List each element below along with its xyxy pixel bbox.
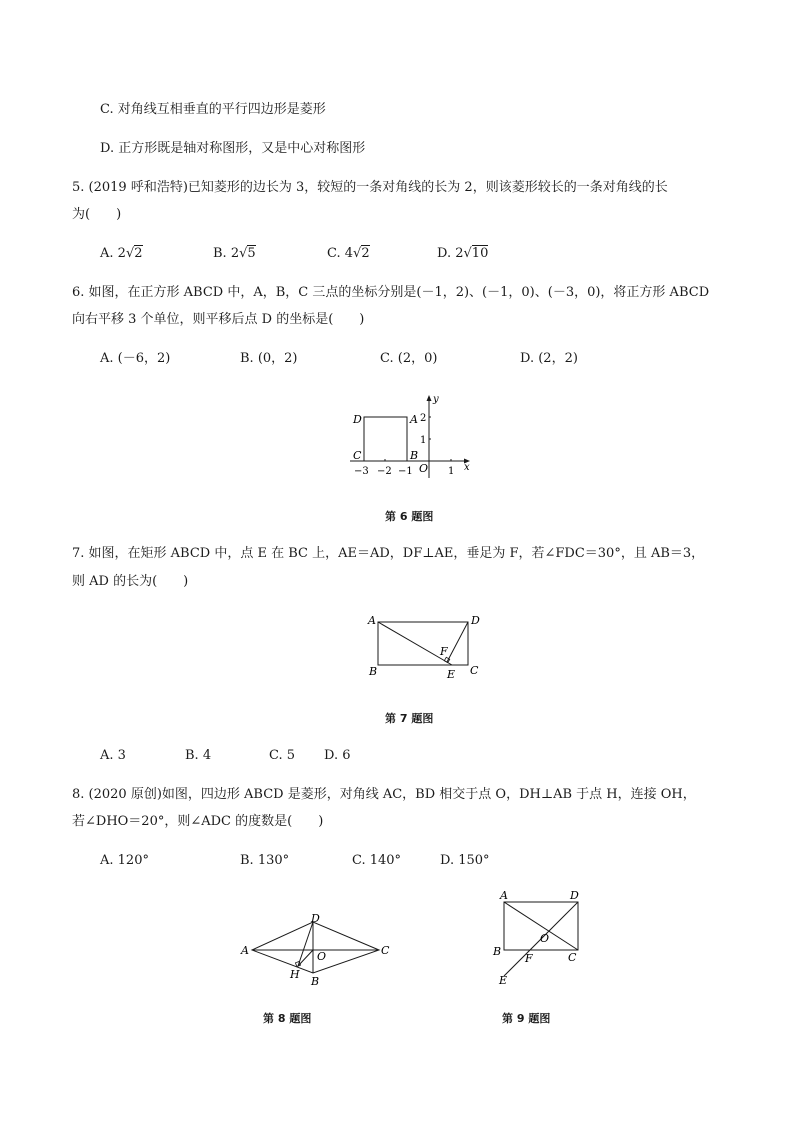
q5-option-b-radicand: 5 xyxy=(247,246,256,261)
sqrt-icon: √ xyxy=(463,246,472,261)
fig8-label-c: C xyxy=(381,944,390,957)
sqrt-icon: √ xyxy=(125,246,135,261)
question-7-line-2: 则 AD 的长为( ) xyxy=(72,574,189,589)
fig6-label-d: D xyxy=(353,413,362,426)
figure-7 xyxy=(362,610,492,682)
q6-option-c: C. (2，0) xyxy=(380,351,438,366)
fig8-label-b: B xyxy=(311,975,320,988)
fig6-tick-1: 1 xyxy=(448,466,455,477)
q5-option-d xyxy=(437,246,488,262)
fig8-label-o: O xyxy=(317,950,327,963)
q7-option-d: D. 6 xyxy=(324,748,351,763)
fig9-label-f: F xyxy=(525,952,533,965)
question-5-line-1: 5. (2019 呼和浩特)已知菱形的边长为 3，较短的一条对角线的长为 2，则该菱形较长的一条对角线的长 xyxy=(72,180,668,195)
question-8-line-1: 8. (2020 原创)如图，四边形 ABCD 是菱形，对角线 AC，BD 相交于点 O，DH⊥AB 于点 H，连接 OH， xyxy=(72,787,696,802)
figure-9 xyxy=(490,887,595,987)
fig6-label-c: C xyxy=(353,449,362,462)
question-8-line-2: 若∠DHO＝20°，则∠ADC 的度数是( ) xyxy=(72,814,324,829)
fig7-label-b: B xyxy=(369,665,378,678)
fig6-label-x: x xyxy=(464,462,470,473)
fig9-label-o: O xyxy=(540,932,550,945)
q5-option-c xyxy=(327,246,370,262)
fig7-label-e: E xyxy=(447,668,456,681)
fig8-label-a: A xyxy=(241,944,249,957)
q8-option-b: B. 130° xyxy=(240,853,290,868)
fig6-tick-y1: 1 xyxy=(420,435,427,446)
question-7-line-1: 7. 如图，在矩形 ABCD 中，点 E 在 BC 上，AE＝AD，DF⊥AE，垂足为 F，若∠FDC＝30°，且 AB＝3， xyxy=(72,546,705,561)
sqrt-icon: √ xyxy=(239,246,248,261)
q8-option-c: C. 140° xyxy=(352,853,402,868)
q5-option-d-radicand: 10 xyxy=(471,246,489,261)
q5-option-a-prefix: A. 2 xyxy=(100,246,126,261)
fig6-tick-y2: 2 xyxy=(420,413,427,424)
fig6-label-b: B xyxy=(410,449,419,462)
fig6-tick-minus2: −2 xyxy=(377,466,392,477)
figure-6 xyxy=(345,390,480,480)
figure-6-caption: 第 6 题图 xyxy=(385,510,434,523)
question-6-line-1: 6. 如图，在正方形 ABCD 中，A，B，C 三点的坐标分别是(－1，2)、(－1，0)、(－3，0)，将正方形 ABCD xyxy=(72,285,710,300)
q7-option-c: C. 5 xyxy=(269,748,296,763)
fig9-label-c: C xyxy=(568,951,577,964)
fig9-label-d: D xyxy=(570,889,579,902)
fig6-tick-minus1: −1 xyxy=(398,466,413,477)
q7-option-b: B. 4 xyxy=(185,748,212,763)
fig7-label-f: F xyxy=(440,645,448,658)
q5-option-c-prefix: C. 4 xyxy=(327,246,354,261)
q5-option-c-radicand: 2 xyxy=(361,246,370,261)
fig8-label-h: H xyxy=(290,968,300,981)
sqrt-icon: √ xyxy=(353,246,362,261)
fig7-label-d: D xyxy=(471,614,480,627)
q8-option-a: A. 120° xyxy=(100,853,149,868)
figure-8 xyxy=(238,910,393,990)
figure-8-caption: 第 8 题图 xyxy=(263,1012,312,1025)
figure-7-caption: 第 7 题图 xyxy=(385,712,434,725)
statement-c: C. 对角线互相垂直的平行四边形是菱形 xyxy=(100,102,326,117)
fig9-label-e: E xyxy=(499,974,508,987)
q5-option-b xyxy=(213,246,256,262)
fig8-label-d: D xyxy=(311,912,320,925)
q5-option-b-prefix: B. 2 xyxy=(213,246,240,261)
question-6-line-2: 向右平移 3 个单位，则平移后点 D 的坐标是( ) xyxy=(72,312,365,327)
fig6-label-y: y xyxy=(433,394,439,405)
fig6-tick-minus3: −3 xyxy=(354,466,369,477)
q7-option-a: A. 3 xyxy=(100,748,126,763)
question-5-line-2: 为( ) xyxy=(72,207,122,222)
q5-option-a xyxy=(100,246,143,262)
fig9-label-b: B xyxy=(493,945,502,958)
q5-option-d-prefix: D. 2 xyxy=(437,246,464,261)
figure-9-caption: 第 9 题图 xyxy=(502,1012,551,1025)
fig6-label-o: O xyxy=(419,462,429,475)
fig9-label-a: A xyxy=(500,889,508,902)
q8-option-d: D. 150° xyxy=(440,853,490,868)
fig7-label-c: C xyxy=(470,664,479,677)
fig7-label-a: A xyxy=(368,614,376,627)
q6-option-b: B. (0，2) xyxy=(240,351,298,366)
q5-option-a-radicand: 2 xyxy=(134,246,143,261)
q6-option-d: D. (2，2) xyxy=(520,351,578,366)
q6-option-a: A. (－6，2) xyxy=(100,351,171,366)
fig6-label-a: A xyxy=(410,413,418,426)
statement-d: D. 正方形既是轴对称图形，又是中心对称图形 xyxy=(100,141,366,156)
